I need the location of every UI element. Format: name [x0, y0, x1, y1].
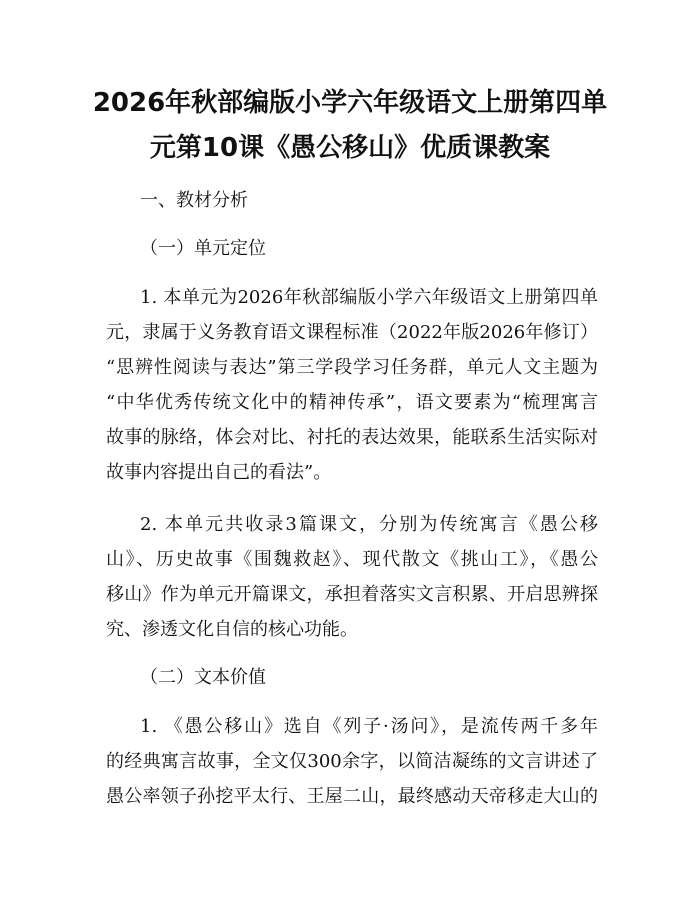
paragraph-1-line: 1. 本单元为2026年秋部编版小学六年级语文上册第四单 — [140, 287, 598, 308]
paragraph-3-line: 的经典寓言故事，全文仅300余字，以简洁凝练的文言讲述了 — [106, 751, 598, 772]
paragraph-2-line: 山》、历史故事《围魏救赵》、现代散文《挑山工》，《愚公 — [106, 549, 598, 570]
subsection-heading-unit-positioning: （一）单元定位 — [140, 238, 266, 259]
paragraph-2-line: 移山》作为单元开篇课文，承担着落实文言积累、开启思辨探 — [106, 584, 598, 605]
paragraph-1-line: 故事内容提出自己的看法”。 — [106, 462, 332, 483]
paragraph-1-line: 故事的脉络，体会对比、衬托的表达效果，能联系生活实际对 — [106, 427, 598, 448]
paragraph-2-line: 2. 本单元共收录3篇课文，分别为传统寓言《愚公移 — [140, 514, 598, 535]
paragraph-1-line: “思辨性阅读与表达”第三学段学习任务群，单元人文主题为 — [106, 357, 598, 378]
document-title-line-1: 2026年秋部编版小学六年级语文上册第四单 — [92, 88, 608, 118]
section-heading-teaching-material-analysis: 一、教材分析 — [140, 190, 248, 211]
document-title-line-2: 元第10课《愚公移山》优质课教案 — [149, 133, 551, 163]
paragraph-3-line: 愚公率领子孙挖平太行、王屋二山，最终感动天帝移走大山的 — [106, 786, 598, 807]
paragraph-3-line: 1. 《愚公移山》选自《列子·汤问》，是流传两千多年 — [140, 716, 598, 737]
subsection-heading-text-value: （二）文本价值 — [140, 667, 266, 688]
paragraph-1-line: “中华优秀传统文化中的精神传承”，语文要素为“梳理寓言 — [106, 392, 598, 413]
paragraph-2-line: 究、渗透文化自信的核心功能。 — [106, 619, 358, 640]
paragraph-1-line: 元，隶属于义务教育语文课程标准（2022年版2026年修订） — [106, 322, 598, 343]
